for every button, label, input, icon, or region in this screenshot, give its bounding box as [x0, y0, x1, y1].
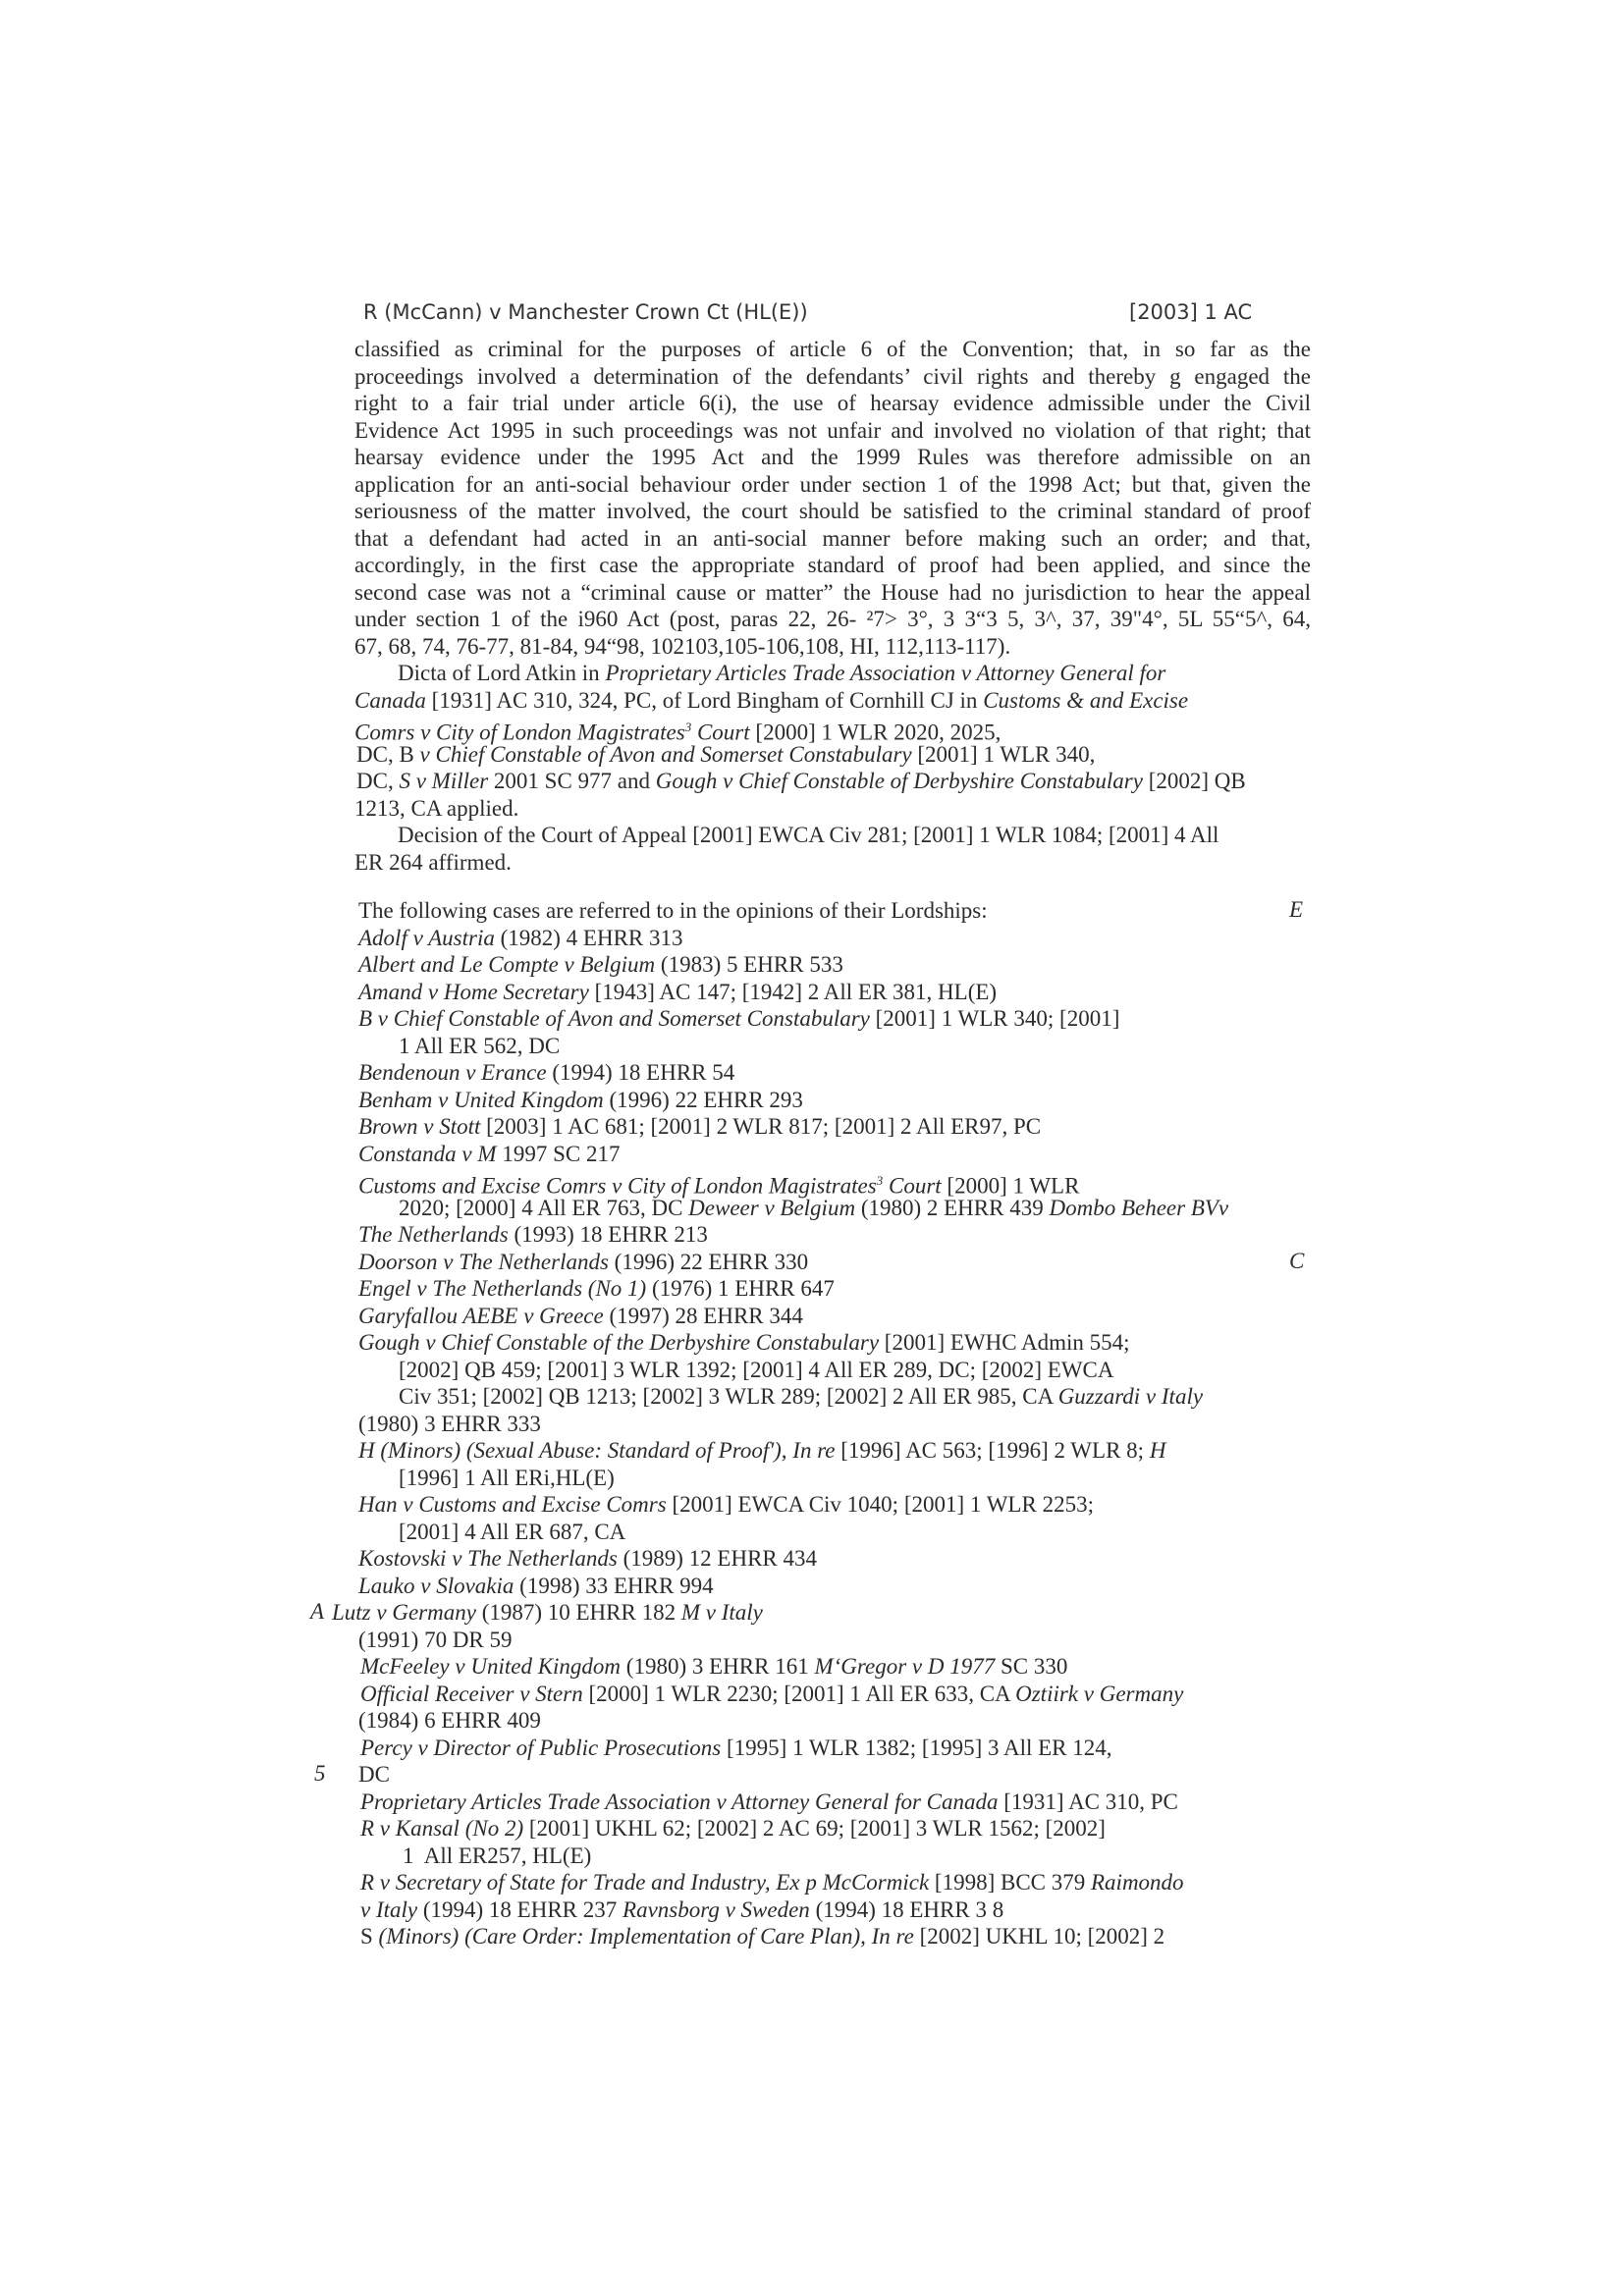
summary-line: Evidence Act 1995 in such proceedings was not unfair and involved no violation of that right; that: [354, 418, 1311, 443]
list-item: Gough v Chief Constable of the Derbyshire Constabulary [2001] EWHC Admin 554;: [358, 1330, 1130, 1355]
summary-line: application for an anti-social behaviour order under section 1 of the 1998 Act; but that, given the: [354, 472, 1311, 497]
dicta-line: Dicta of Lord Atkin in Proprietary Articles Trade Association v Attorney General for: [398, 661, 1166, 685]
margin-letter-c: C: [1289, 1249, 1305, 1273]
margin-letter-e: E: [1289, 897, 1304, 922]
summary-line: hearsay evidence under the 1995 Act and the 1999 Rules was therefore admissible on an: [354, 445, 1311, 469]
dicta-line: DC, B v Chief Constable of Avon and Somerset Constabulary [2001] 1 WLR 340,: [356, 742, 1096, 767]
summary-line: right to a fair trial under article 6(i), the use of hearsay evidence admissible under the Civil: [354, 391, 1311, 415]
summary-line: seriousness of the matter involved, the court should be satisfied to the criminal standard of proof: [354, 499, 1311, 523]
list-item: Doorson v The Netherlands (1996) 22 EHRR 330: [358, 1250, 809, 1274]
list-item: Garyfallou AEBE v Greece (1997) 28 EHRR 344: [358, 1304, 803, 1328]
list-item: Customs and Excise Comrs v City of London Magistrates$^3$ Court [2000] 1 WLR: [358, 1173, 1080, 1199]
list-item-continuation: 2020; [2000] 4 All ER 763, DC Deweer v Belgium (1980) 2 EHRR 439 Dombo Beheer BVv: [399, 1196, 1229, 1220]
list-item: Benham v United Kingdom (1996) 22 EHRR 293: [358, 1088, 803, 1112]
margin-letter-a: A: [310, 1599, 325, 1624]
list-item: McFeeley v United Kingdom (1980) 3 EHRR 161 M‘Gregor v D 1977 SC 330: [360, 1654, 1068, 1679]
list-item-continuation: (1991) 70 DR 59: [358, 1628, 513, 1652]
list-item: Constanda v M 1997 SC 217: [358, 1142, 621, 1166]
summary-line: that a defendant had acted in an anti-social manner before making such an order; and that,: [354, 526, 1311, 551]
list-item: R v Kansal (No 2) [2001] UKHL 62; [2002] 2 AC 69; [2001] 3 WLR 1562; [2002]: [360, 1816, 1106, 1841]
running-header: [363, 300, 1267, 332]
summary-line: under section 1 of the i960 Act (post, paras 22, 26- ²7> 3°, 3 3“3 5, 3^, 37, 39"4°, 5L 55“5^, 64,: [354, 607, 1311, 631]
list-item-continuation: DC: [358, 1762, 390, 1787]
list-item-continuation: (1984) 6 EHRR 409: [358, 1708, 541, 1733]
list-item: Kostovski v The Netherlands (1989) 12 EHRR 434: [358, 1546, 818, 1571]
decision-line: Decision of the Court of Appeal [2001] EWCA Civ 281; [2001] 1 WLR 1084; [2001] 4 All: [398, 823, 1219, 847]
dicta-line: Canada [1931] AC 310, 324, PC, of Lord Bingham of Cornhill CJ in Customs & and Excise: [354, 688, 1189, 713]
list-item: Amand v Home Secretary [1943] AC 147; [1942] 2 All ER 381, HL(E): [358, 980, 998, 1004]
dicta-line: 1213, CA applied.: [354, 796, 519, 821]
summary-line: proceedings involved a determination of the defendants’ civil rights and thereby g engaged the: [354, 364, 1311, 389]
list-item: Official Receiver v Stern [2000] 1 WLR 2230; [2001] 1 All ER 633, CA Oztiirk v Germany: [360, 1682, 1184, 1706]
list-item: Han v Customs and Excise Comrs [2001] EWCA Civ 1040; [2001] 1 WLR 2253;: [358, 1492, 1094, 1517]
list-item: Engel v The Netherlands (No 1) (1976) 1 EHRR 647: [358, 1276, 835, 1301]
list-item: H (Minors) (Sexual Abuse: Standard of Proof'), In re [1996] AC 563; [1996] 2 WLR 8; H: [358, 1438, 1166, 1463]
list-item-continuation: 1 All ER257, HL(E): [403, 1843, 592, 1868]
list-item-continuation: 1 All ER 562, DC: [399, 1034, 561, 1058]
report-citation: [2003] 1 AC: [1129, 300, 1253, 324]
decision-line: ER 264 affirmed.: [354, 850, 512, 875]
list-item: Percy v Director of Public Prosecutions [1995] 1 WLR 1382; [1995] 3 All ER 124,: [360, 1735, 1112, 1760]
summary-line: classified as criminal for the purposes of article 6 of the Convention; that, in so far as the: [354, 337, 1311, 361]
list-item: Adolf v Austria (1982) 4 EHRR 313: [358, 926, 683, 950]
list-item: Albert and Le Compte v Belgium (1983) 5 EHRR 533: [358, 952, 843, 977]
case-title: R (McCann) v Manchester Crown Ct (HL(E)): [363, 300, 808, 324]
list-item-continuation: [2002] QB 459; [2001] 3 WLR 1392; [2001] 4 All ER 289, DC; [2002] EWCA: [399, 1358, 1114, 1382]
list-item: Bendenoun v Erance (1994) 18 EHRR 54: [358, 1060, 735, 1085]
summary-line: second case was not a “criminal cause or matter” the House had no jurisdiction to hear the appeal: [354, 580, 1311, 605]
list-item: Lauko v Slovakia (1998) 33 EHRR 994: [358, 1574, 714, 1598]
dicta-line: Comrs v City of London Magistrates$^3$ Court [2000] 1 WLR 2020, 2025,: [354, 720, 1001, 745]
summary-line: 67, 68, 74, 76-77, 81-84, 94“98, 102103,105-106,108, HI, 112,113-117).: [354, 634, 1011, 659]
list-item: R v Secretary of State for Trade and Industry, Ex p McCormick [1998] BCC 379 Raimondo: [360, 1870, 1184, 1895]
dicta-line: DC, S v Miller 2001 SC 977 and Gough v Chief Constable of Derbyshire Constabulary [2002] QB: [356, 769, 1246, 793]
list-item-continuation: [2001] 4 All ER 687, CA: [399, 1520, 626, 1544]
list-item-continuation: [1996] 1 All ERi,HL(E): [399, 1466, 615, 1490]
list-item-continuation: (1980) 3 EHRR 333: [358, 1412, 541, 1436]
list-item-continuation: v Italy (1994) 18 EHRR 237 Ravnsborg v Sweden (1994) 18 EHRR 3 8: [360, 1897, 1004, 1922]
list-item-continuation: Civ 351; [2002] QB 1213; [2002] 3 WLR 289; [2002] 2 All ER 985, CA Guzzardi v Italy: [399, 1384, 1204, 1409]
list-item: B v Chief Constable of Avon and Somerset Constabulary [2001] 1 WLR 340; [2001]: [358, 1006, 1120, 1031]
list-item: Proprietary Articles Trade Association v Attorney General for Canada [1931] AC 310, PC: [360, 1789, 1178, 1814]
list-item: Brown v Stott [2003] 1 AC 681; [2001] 2 WLR 817; [2001] 2 All ER97, PC: [358, 1114, 1042, 1139]
summary-line: accordingly, in the first case the appropriate standard of proof had been applied, and since the: [354, 553, 1311, 577]
list-item: Lutz v Germany (1987) 10 EHRR 182 M v Italy: [332, 1600, 763, 1625]
list-item: S (Minors) (Care Order: Implementation of Care Plan), In re [2002] UKHL 10; [2002] 2: [360, 1924, 1165, 1949]
cases-intro: The following cases are referred to in the opinions of their Lordships:: [358, 898, 988, 923]
list-item: The Netherlands (1993) 18 EHRR 213: [358, 1222, 708, 1247]
margin-number-5: 5: [314, 1761, 326, 1786]
